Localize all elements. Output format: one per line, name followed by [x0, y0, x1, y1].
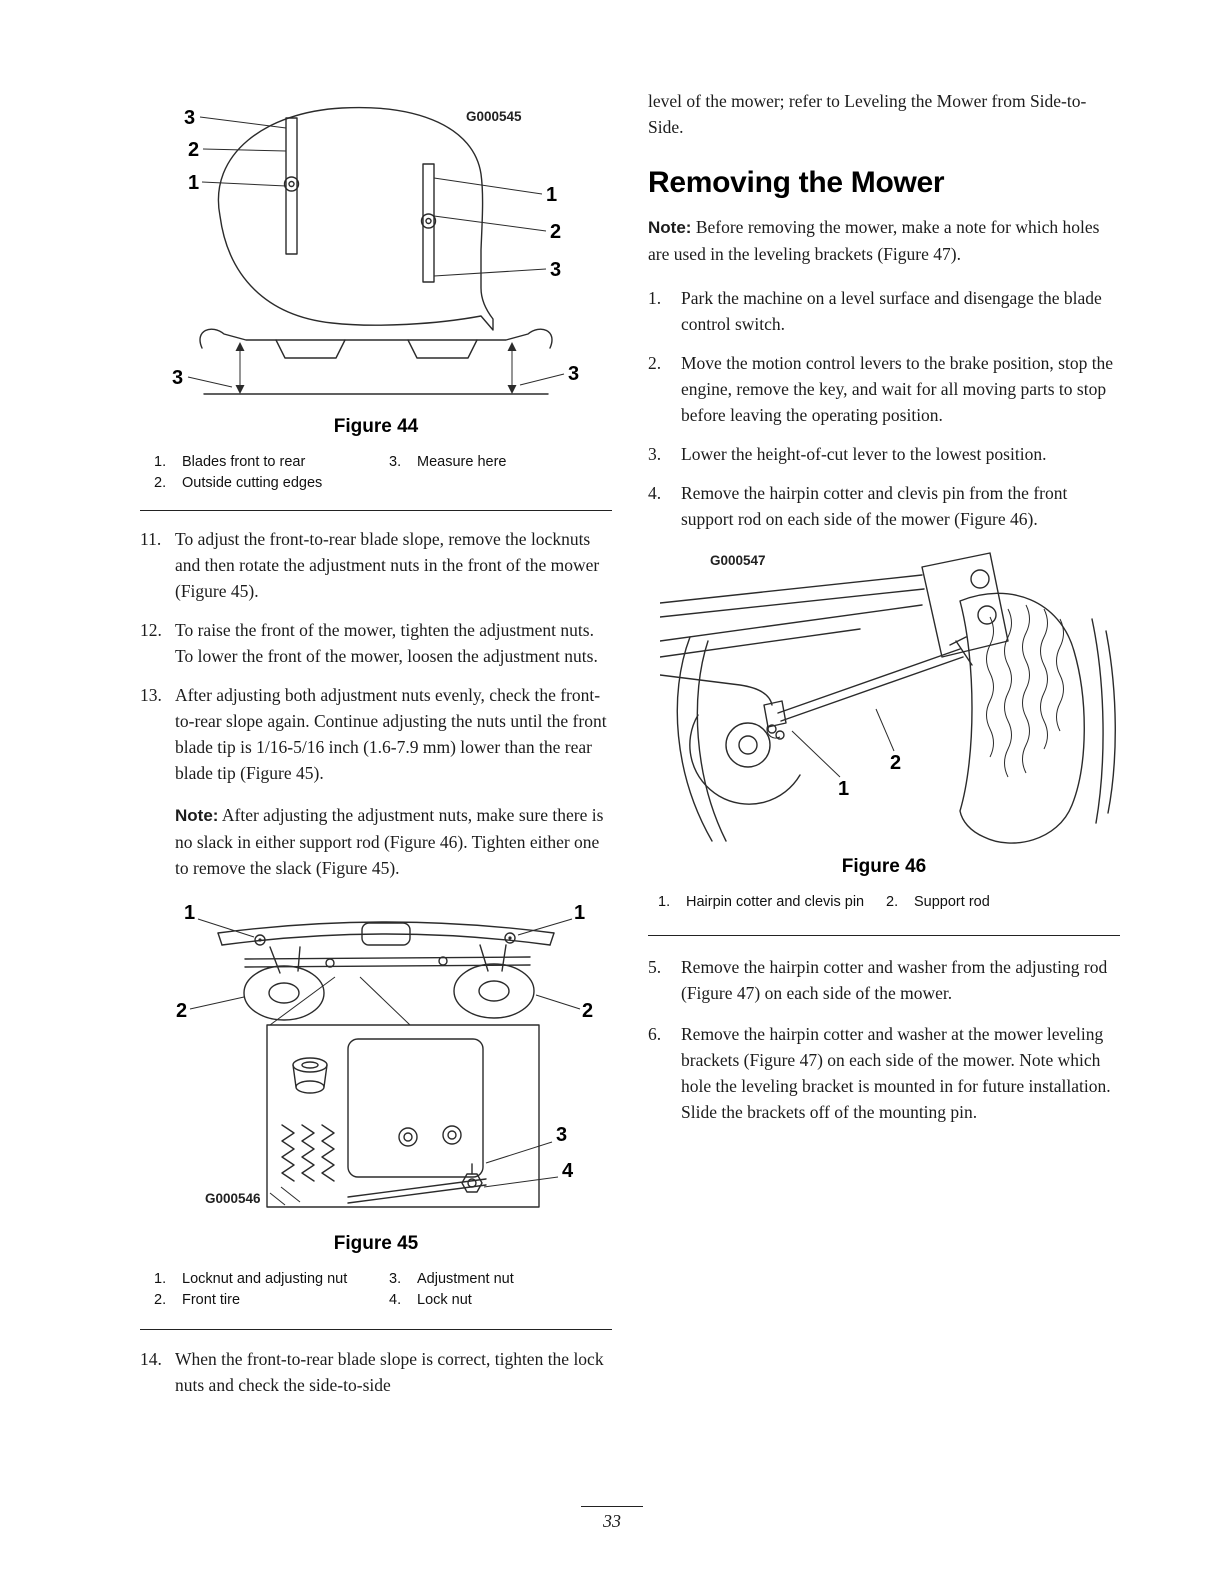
legend-item: 2. Front tire — [154, 1292, 241, 1308]
page-number: 33 — [603, 1511, 621, 1531]
figure-45-caption: Figure 45 — [333, 1233, 419, 1254]
figure-45-legend — [140, 1270, 612, 1309]
callout-number: 3 — [550, 259, 562, 281]
note-label: Note: — [175, 806, 219, 825]
figure-44 — [140, 88, 612, 511]
figure-44-drawing — [140, 88, 612, 410]
callout-number: 2 — [890, 752, 902, 774]
list-item-13: 13. After adjusting both adjustment nuts evenly, check the front-to-rear slope again. Continue adjusting the nuts until the front blade tip is 1/16-5/16 inch (1.6-7.9 mm) lower than the rear blade tip (Figure 45). — [140, 685, 607, 783]
numbered-list-5-6 — [648, 954, 1120, 1125]
numbered-list-1-4 — [648, 285, 1120, 532]
legend-item: 2. Outside cutting edges — [154, 475, 323, 491]
numbered-list-14 — [140, 1346, 612, 1398]
legend-item: 2. Support rod — [886, 894, 990, 910]
list-item-1: 1. Park the machine on a level surface and disengage the blade control switch. — [648, 288, 1102, 334]
page-footer — [0, 1506, 1224, 1532]
list-item-12: 12. To raise the front of the mower, tighten the adjustment nuts. To lower the front of the mower, loosen the adjustment nuts. — [140, 620, 598, 666]
callout-number: 2 — [582, 1000, 594, 1022]
callout-number: 1 — [188, 172, 200, 194]
callout-number: 1 — [574, 902, 586, 924]
figure-46-code: G000547 — [710, 553, 766, 568]
callout-number: 1 — [184, 902, 196, 924]
figure-44-code: G000545 — [466, 109, 522, 124]
list-item-2: 2. Move the motion control levers to the brake position, stop the engine, remove the key, and wait for all moving parts to stop before leaving the operating position. — [648, 353, 1114, 425]
figure-45-drawing — [150, 897, 622, 1227]
figure-45-code: G000546 — [205, 1191, 261, 1206]
right-column — [648, 88, 1120, 1138]
figure-46 — [648, 545, 1120, 936]
legend-item: 1. Hairpin cotter and clevis pin — [658, 894, 865, 910]
note-text: Before removing the mower, make a note for which holes are used in the leveling brackets (Figure 47). — [648, 217, 1100, 264]
callout-number: 2 — [188, 139, 200, 161]
figure-44-divider — [140, 510, 612, 511]
list-item-4: 4. Remove the hairpin cotter and clevis pin from the front support rod on each side of the mower (Figure 46). — [648, 483, 1068, 529]
continuation-paragraph: level of the mower; refer to Leveling the Mower from Side-to-Side. — [648, 91, 1087, 137]
figure-45-divider — [140, 1329, 612, 1330]
left-column — [140, 88, 612, 1411]
list-item-6: 6. Remove the hairpin cotter and washer at the mower leveling brackets (Figure 47) on each side of the mower. Note which hole the leveling bracket is mounted in for future installation. Slide the brackets off of the mounting pin. — [648, 1024, 1111, 1122]
figure-46-caption: Figure 46 — [841, 856, 927, 877]
numbered-list-11-13 — [140, 526, 612, 881]
note-text: After adjusting the adjustment nuts, make sure there is no slack in either support rod (Figure 46). Tighten either one to remove the slack (Figure 45). — [175, 805, 604, 878]
legend-item: 3. Adjustment nut — [389, 1271, 514, 1287]
section-heading: Removing the Mower — [648, 166, 945, 199]
callout-number: 3 — [556, 1124, 568, 1146]
figure-46-drawing — [660, 545, 1120, 850]
callout-number: 1 — [838, 778, 850, 800]
figure-46-legend — [648, 893, 1120, 911]
figure-45 — [140, 897, 612, 1330]
figure-46-divider — [648, 935, 1120, 936]
callout-number: 1 — [546, 184, 558, 206]
figure-44-caption: Figure 44 — [333, 416, 419, 437]
figure-44-legend — [140, 453, 612, 492]
callout-number: 2 — [550, 221, 562, 243]
callout-number: 3 — [184, 107, 196, 129]
list-item-11: 11. To adjust the front-to-rear blade slope, remove the locknuts and then rotate the adjustment nuts in the front of the mower (Figure 45). — [140, 529, 600, 601]
list-item-3: 3. Lower the height-of-cut lever to the lowest position. — [648, 444, 1047, 464]
note-paragraph — [175, 802, 612, 881]
list-item-14: 14. When the front-to-rear blade slope is correct, tighten the lock nuts and check the side-to-side — [140, 1349, 604, 1395]
legend-item: 1. Locknut and adjusting nut — [154, 1271, 348, 1287]
list-item-5: 5. Remove the hairpin cotter and washer from the adjusting rod (Figure 47) on each side of the mower. — [648, 957, 1108, 1003]
callout-number: 2 — [176, 1000, 188, 1022]
legend-item: 3. Measure here — [389, 454, 507, 470]
legend-item: 1. Blades front to rear — [154, 454, 306, 470]
footer-rule — [581, 1506, 643, 1507]
callout-number: 3 — [172, 367, 184, 389]
callout-number: 3 — [568, 363, 580, 385]
callout-number: 4 — [562, 1160, 574, 1182]
note-paragraph — [648, 214, 1120, 267]
legend-item: 4. Lock nut — [389, 1292, 472, 1308]
note-label: Note: — [648, 218, 692, 237]
